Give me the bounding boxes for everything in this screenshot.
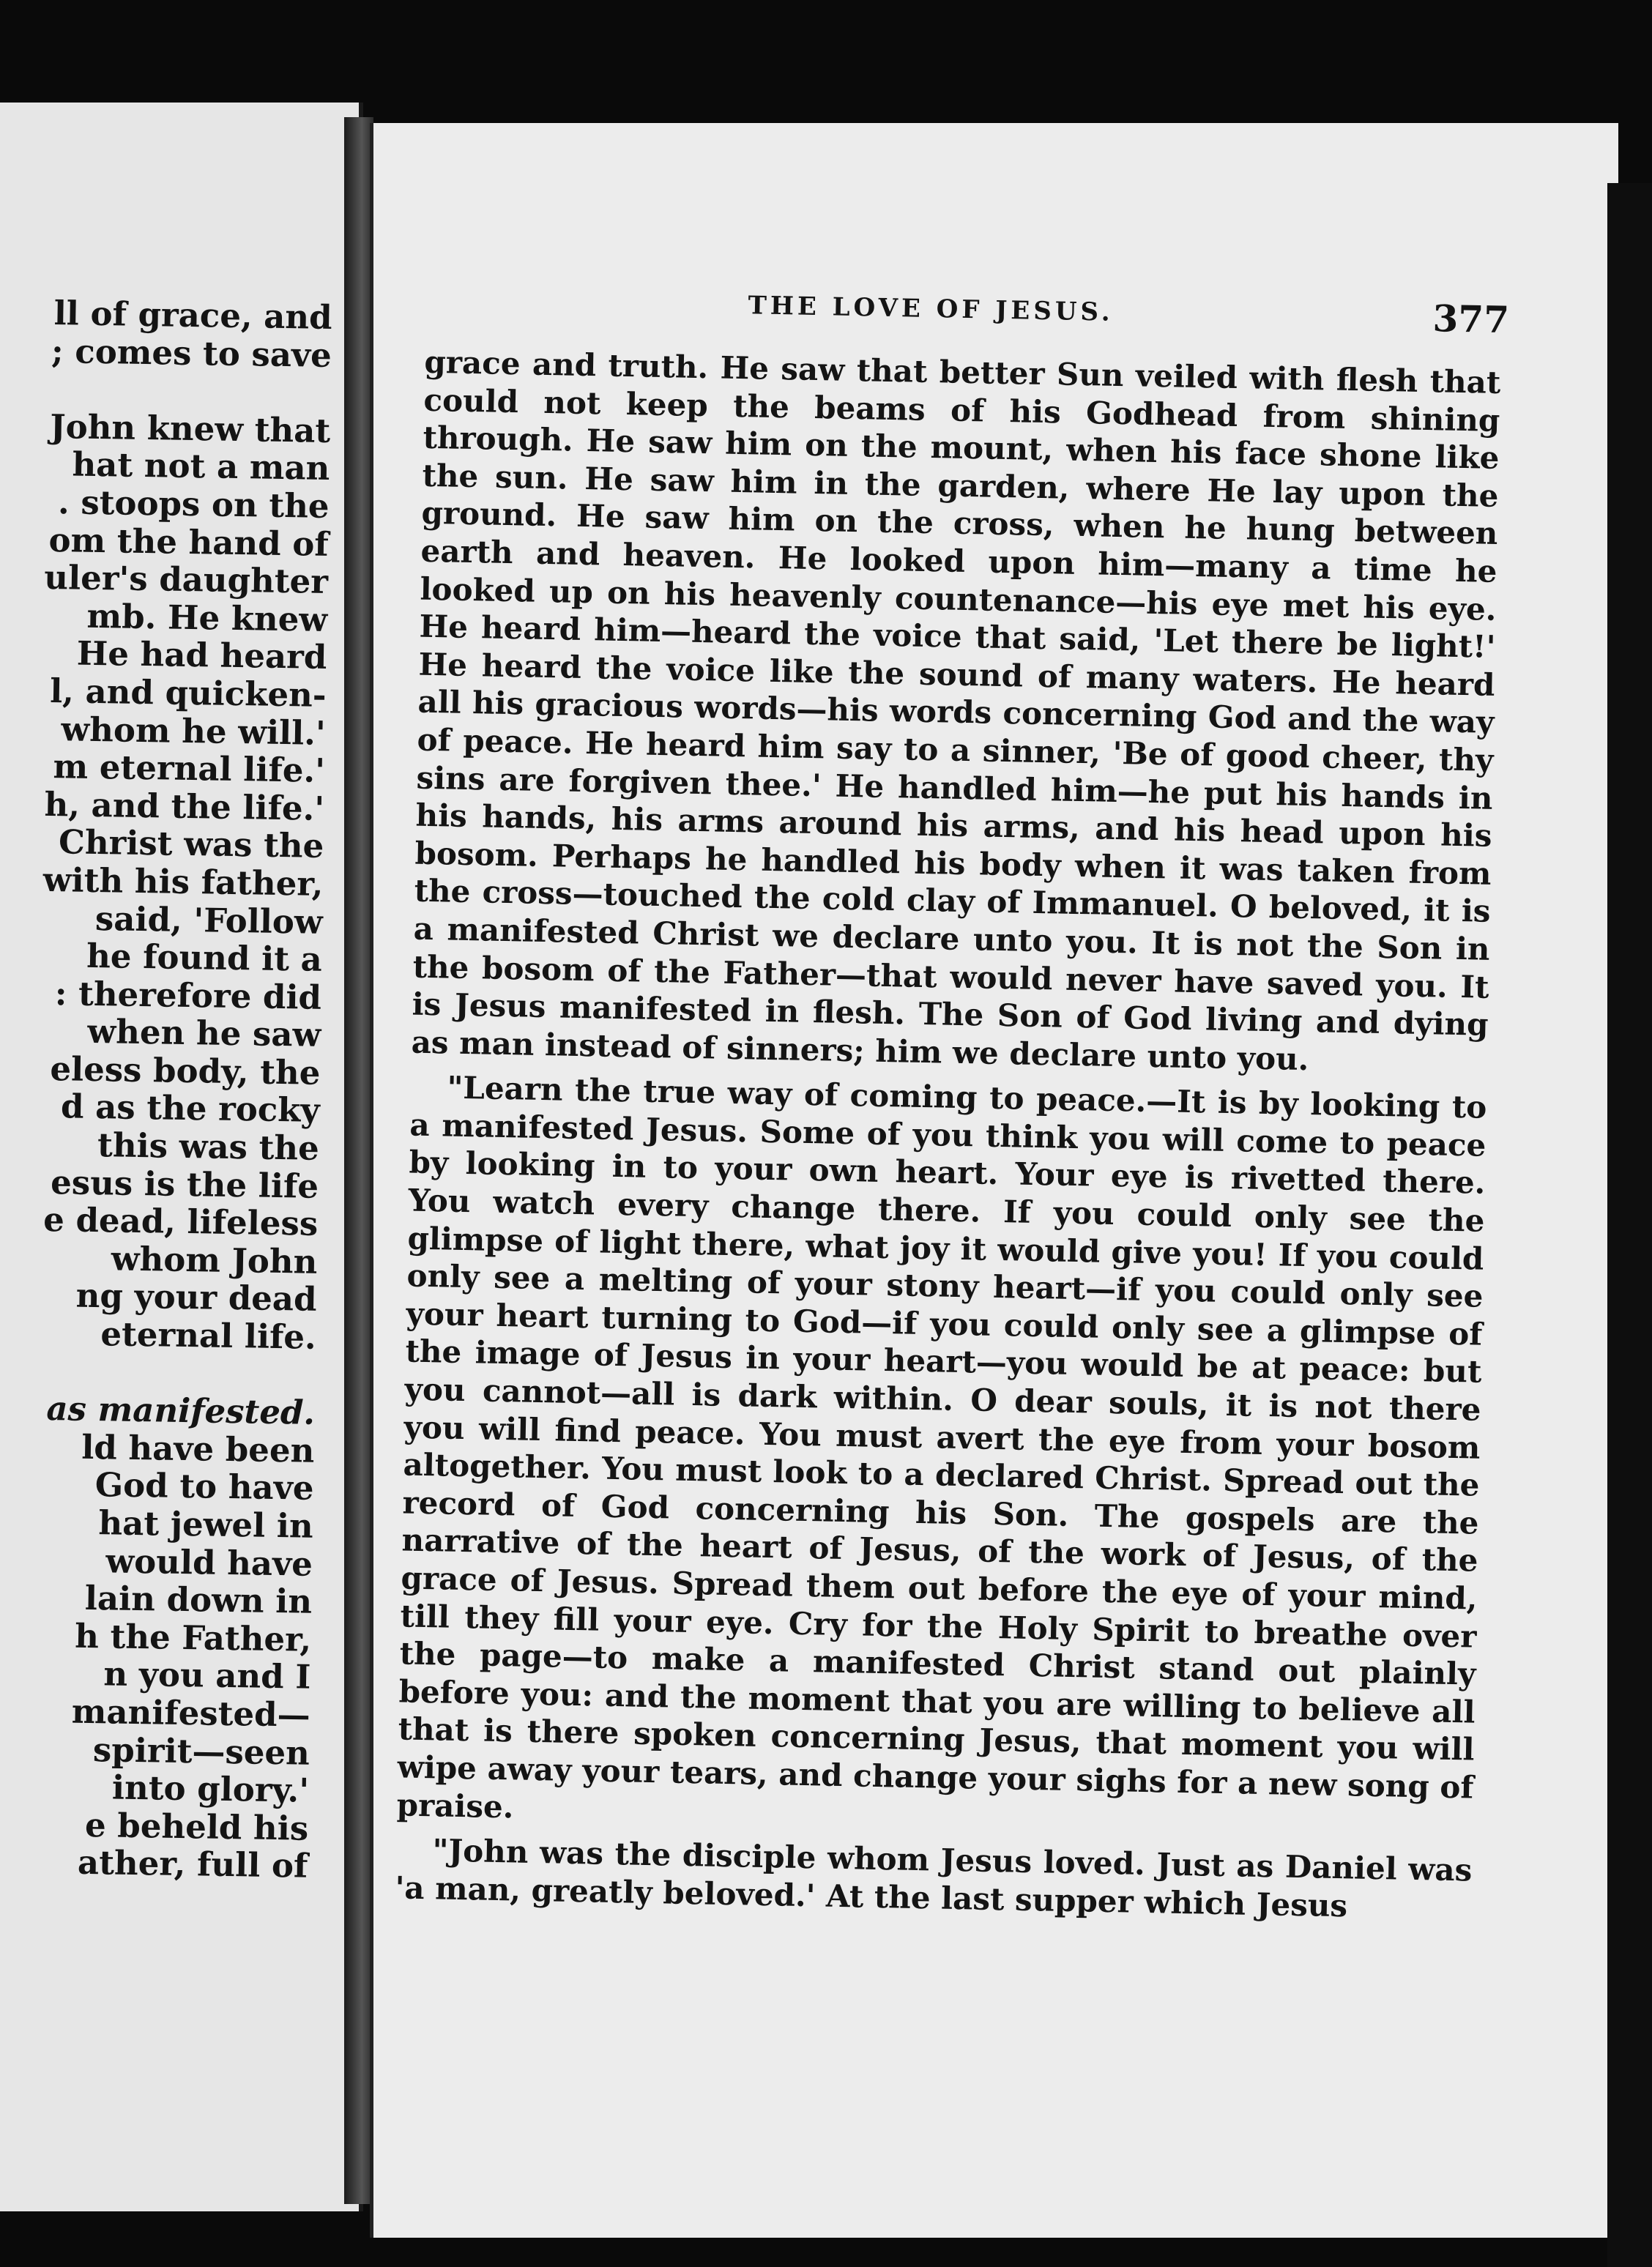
left-page-line: n you and I xyxy=(103,1654,311,1697)
left-page-line: he found it a xyxy=(86,936,323,979)
left-page-line: mb. He knew xyxy=(86,596,328,639)
left-page-line: with his father, xyxy=(42,860,324,904)
page-number: 377 xyxy=(1432,297,1510,342)
paragraph: "Learn the true way of coming to peace.—It is by looking to a manifested Jesus. Some of you think you will come to peace by looking in to your own heart. Your eye is rivetted there. You watch every change there. If you could only see the glimpse of light there, what joy it would give you! If you could only see a melting of your stony heart—if you could only see your heart turning to God—if you could only see a glimpse of the image of Jesus in your heart—you would be at peace: but you cannot—all is dark within. O dear souls, it is not there you will find peace. You must avert the eye from your bosom altogether. You must look to a declared Christ. Spread out the record of God concerning his Son. The gospels are the narrative of the heart of Jesus, of the work of Jesus, of the grace of Jesus. Spread them out before the eye of your mind, till they fill your eye. Cry for the Holy Spirit to breathe over the page—to make a manifested Christ stand out plainly before you: and the moment that you are willing to believe all that is there spoken concerning Jesus, that moment you will wipe away your tears, and change your sighs for a new song of praise. xyxy=(396,1069,1487,1825)
left-page-line: whom John xyxy=(111,1239,318,1281)
left-page-line: hat jewel in xyxy=(98,1503,314,1546)
left-page-line: eternal life. xyxy=(100,1314,317,1357)
left-page-line: whom he will.' xyxy=(61,709,327,753)
scan-border xyxy=(1607,183,1652,2267)
left-page-line: om the hand of xyxy=(48,520,330,564)
left-page-line: uler's daughter xyxy=(43,558,329,602)
left-facing-page xyxy=(0,103,363,2211)
left-page-line: God to have xyxy=(94,1465,314,1508)
left-page-line: m eternal life.' xyxy=(53,747,326,791)
left-page-line: eless body, the xyxy=(50,1049,321,1092)
left-page-line: : therefore did xyxy=(54,973,322,1017)
left-page-line: would have xyxy=(105,1541,313,1584)
right-page xyxy=(370,123,1618,2238)
left-page-line: h the Father, xyxy=(74,1616,312,1659)
paragraph: "John was the disciple whom Jesus loved. Just as Daniel was 'a man, greatly beloved.' At the last supper which Jesus xyxy=(395,1832,1473,1924)
left-page-line: ather, full of xyxy=(77,1843,308,1886)
page-content xyxy=(370,269,1510,1934)
left-page-line: ld have been xyxy=(81,1427,315,1470)
left-page-line: when he saw xyxy=(87,1012,321,1055)
left-page-line: e beheld his xyxy=(84,1805,309,1848)
left-page-line: esus is the life xyxy=(50,1162,319,1206)
left-page-line: manifested— xyxy=(71,1691,311,1735)
left-page-line: John knew that xyxy=(50,406,331,450)
body-text xyxy=(395,343,1501,1927)
left-page-line: Christ was the xyxy=(58,822,324,866)
left-page-line: ll of grace, and xyxy=(53,294,333,337)
left-page-line: hat not a man xyxy=(72,444,330,488)
running-title: THE LOVE OF JESUS. xyxy=(748,291,1115,327)
left-page-line: said, 'Follow xyxy=(94,898,324,942)
left-page-line: spirit—seen xyxy=(92,1730,310,1773)
left-page-line: ng your dead xyxy=(75,1276,317,1319)
left-page-line: as manifested. xyxy=(46,1389,316,1433)
left-page-line: into glory.' xyxy=(111,1768,310,1810)
left-page-line: ; comes to save xyxy=(51,331,332,375)
book-gutter xyxy=(344,117,373,2204)
left-page-line: He had heard xyxy=(76,633,327,677)
paragraph: grace and truth. He saw that better Sun veiled with flesh that could not keep the beams of his Godhead from shining through. He saw him on the mount, when his face shone like the sun. He saw him in the garden, where He lay upon the ground. He saw him on the cross, when he hung between earth and heaven. He looked upon him—many a time he looked up on his heavenly countenance—his eye met his eye. He heard him—heard the voice that said, 'Let there be light!' He heard the voice like the sound of many waters. He heard all his gracious words—his words concerning God and the way of peace. He heard him say to a sinner, 'Be of good cheer, thy sins are forgiven thee.' He handled him—he put his hands in his hands, his arms around his arms, and his head upon his bosom. Perhaps he handled his body when it was taken from the cross—touched the cold clay of Immanuel. O beloved, it is a manifested Christ we declare unto you. It is not the Son in the bosom of the Father—that would never have saved you. It is Jesus manifested in flesh. The Son of God living and dying as man instead of sinners; him we declare unto you. xyxy=(411,343,1501,1077)
left-page-line: h, and the life.' xyxy=(44,784,325,828)
left-page-line: e dead, lifeless xyxy=(42,1200,319,1244)
left-page-line: . stoops on the xyxy=(57,483,330,526)
left-page-line: lain down in xyxy=(84,1579,313,1621)
left-page-line: d as the rocky xyxy=(60,1087,320,1131)
left-page-line: this was the xyxy=(97,1125,320,1168)
left-page-text xyxy=(0,289,332,1886)
left-page-line: l, and quicken- xyxy=(49,671,327,715)
